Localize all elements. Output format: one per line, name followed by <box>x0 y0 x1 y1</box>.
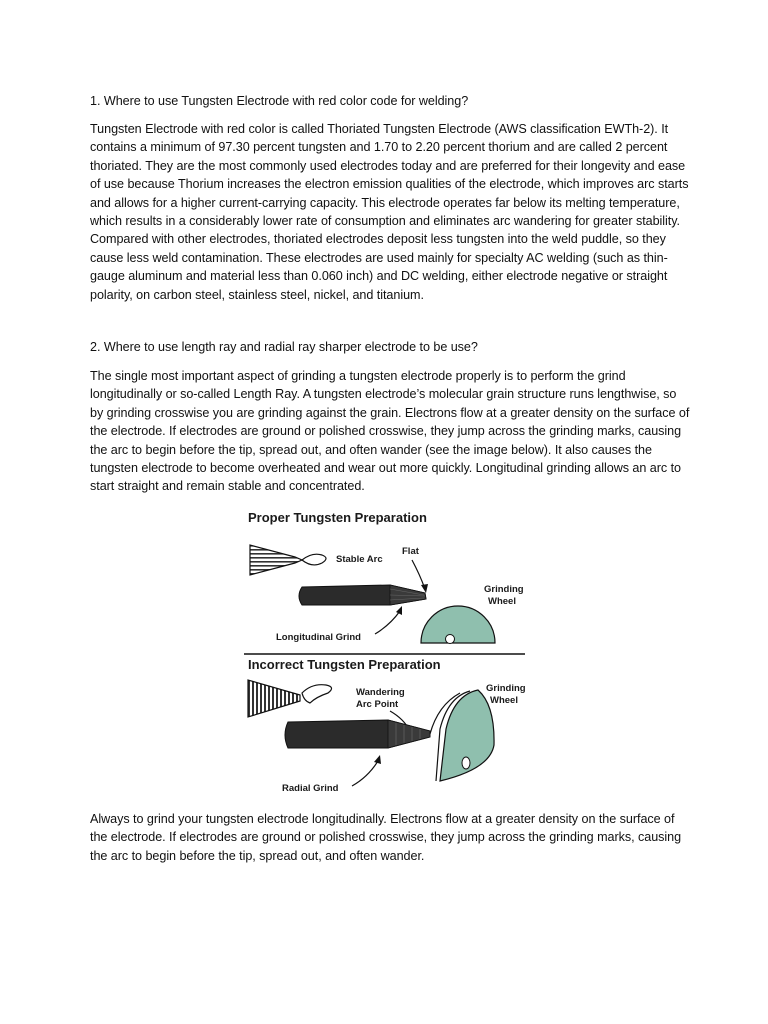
grinding-wheel-label-2a: Grinding <box>486 683 526 694</box>
answer-3-paragraph: Always to grind your tungsten electrode longitudinally. Electrons flow at a greater density on the surface of the electrode. If electrodes are ground or polished crosswise, they jump across the grinding marks, causing the arc to begin before the tip, spread out, and often wander. <box>90 812 682 863</box>
wandering-label-b: Arc Point <box>356 699 399 710</box>
grinding-wheel-label-1b: Wheel <box>488 596 516 607</box>
longitudinal-grind-arrow <box>375 611 400 634</box>
longitudinal-electrode <box>299 585 426 605</box>
flat-arrow <box>412 560 425 589</box>
flat-label: Flat <box>402 546 419 557</box>
stable-arc-label: Stable Arc <box>336 554 383 565</box>
radial-grind-arrow <box>352 761 378 786</box>
question-2: 2. Where to use length ray and radial ray sharper electrode to be use? <box>90 340 478 354</box>
grinding-wheel-label-2b: Wheel <box>490 695 518 706</box>
longitudinal-grind-arrowhead <box>396 606 402 615</box>
stable-arc-cone <box>250 545 326 575</box>
longitudinal-grind-label: Longitudinal Grind <box>276 632 361 643</box>
wandering-arc-cone <box>248 680 332 717</box>
flat-arrowhead <box>421 584 428 593</box>
radial-electrode <box>285 720 430 748</box>
question-1: 1. Where to use Tungsten Electrode with red color code for welding? <box>90 94 469 108</box>
wandering-label-a: Wandering <box>356 687 405 698</box>
grinding-wheel-2 <box>436 690 494 781</box>
grinding-wheel-label-1a: Grinding <box>484 584 524 595</box>
answer-1-paragraph: Tungsten Electrode with red color is called Thoriated Tungsten Electrode (AWS classification EWTh-2). It contains a minimum of 97.30 percent tungsten and 1.70 to 2.20 percent thorium and are called 2 percent thoriated. They are the most commonly used electrodes today and are preferred for their longevity and ease of use because Thorium increases the electron emission qualities of the electrode, which improves arc starts and allows for a higher current-carrying capacity. This electrode operates far below its melting temperature, which results in a considerably lower rate of consumption and eliminates arc wandering for greater stability. Compared with other electrodes, thoriated electrodes deposit less tungsten into the weld puddle, so they cause less weld contamination. These electrodes are used mainly for specialty AC welding (such as thin-gauge aluminum and material less than 0.060 inch) and DC welding, either electrode negative or straight polarity, on carbon steel, stainless steel, nickel, and titanium. <box>90 122 689 302</box>
tungsten-preparation-figure <box>240 505 530 800</box>
proper-preparation-title: Proper Tungsten Preparation <box>248 510 427 525</box>
radial-grind-label: Radial Grind <box>282 783 339 794</box>
radial-grind-arrowhead <box>374 755 381 764</box>
answer-2-paragraph: The single most important aspect of grinding a tungsten electrode properly is to perform the grind longitudinally or so-called Length Ray. A tungsten electrode’s molecular grain structure runs lengthwise, so by grinding crosswise you are grinding against the grain. Electrons flow at a greater density on the surface of the electrode. If electrodes are ground or polished crosswise, they jump across the grinding marks, causing the arc to begin before the tip, spread out, and often wander (see the image below). It also causes the tungsten electrode to become overheated and wear out more quickly. Longitudinal grinding allows an arc to start straight and remain stable and concentrated. <box>90 369 690 494</box>
grinding-wheel-1 <box>421 606 495 644</box>
incorrect-preparation-title: Incorrect Tungsten Preparation <box>248 657 441 672</box>
